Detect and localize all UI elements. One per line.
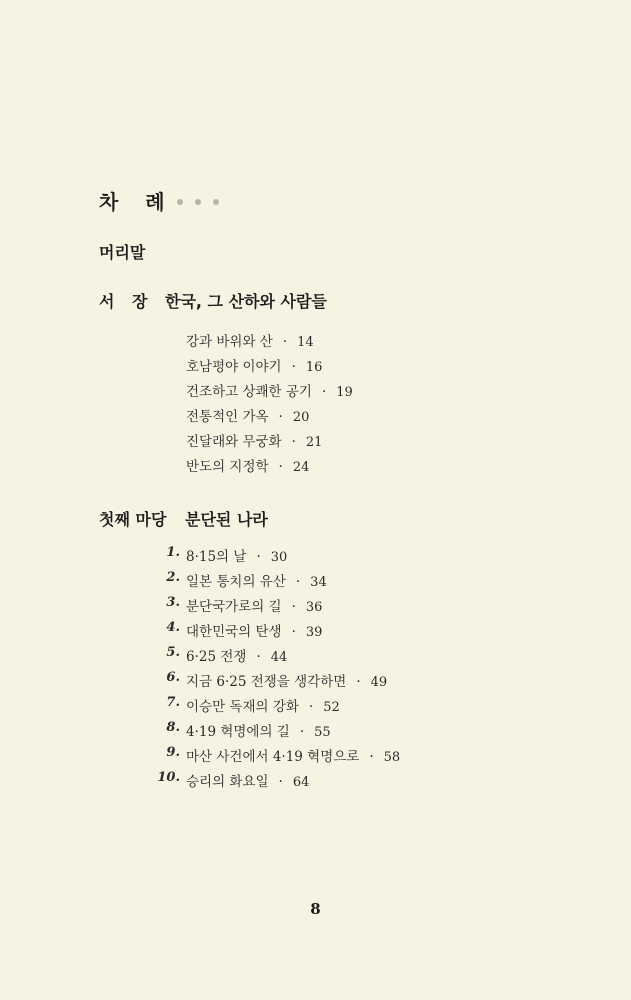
entry-page: 21 <box>305 435 323 450</box>
entry-title: 이승만 독재의 강화 <box>186 699 299 715</box>
entry-separator: · <box>291 434 296 450</box>
entry-title: 승리의 화요일 <box>186 774 269 790</box>
entry-page: 55 <box>314 725 331 740</box>
entry-number: 3. <box>166 595 180 610</box>
toc-entry <box>166 745 401 765</box>
entry-number: 2. <box>166 570 180 585</box>
entry-page: 52 <box>323 700 340 715</box>
entry-number: 8. <box>166 720 180 735</box>
entry-page: 64 <box>292 775 310 790</box>
toc-entry <box>186 405 309 425</box>
entry-separator: · <box>256 549 261 565</box>
entry-title: 8·15의 날 <box>186 549 247 565</box>
entry-number: 9. <box>166 745 180 760</box>
entry-separator: · <box>291 359 296 375</box>
entry-number: 6. <box>166 670 180 685</box>
toc-entry <box>186 430 322 450</box>
toc-title-text: 차 례 <box>99 190 175 214</box>
part1-heading <box>99 507 268 530</box>
toc-entry <box>166 620 323 640</box>
toc-entry <box>157 770 310 790</box>
entry-page: 49 <box>370 675 388 690</box>
entry-page: 36 <box>305 600 323 615</box>
entry-separator: · <box>321 384 327 400</box>
preface-title: 머리말 <box>99 243 146 262</box>
toc-entry <box>186 355 322 375</box>
toc-entry <box>166 545 288 565</box>
entry-title: 반도의 지정학 <box>186 459 269 475</box>
entry-title: 지금 6·25 전쟁을 생각하면 <box>186 674 347 690</box>
entry-separator: · <box>299 724 305 740</box>
entry-title: 호남평야 이야기 <box>186 359 282 375</box>
entry-separator: · <box>308 699 314 715</box>
page-number: 8 <box>310 900 321 918</box>
entry-page: 14 <box>297 335 314 350</box>
entry-number: 4. <box>166 620 180 635</box>
entry-title: 4·19 혁명에의 길 <box>186 724 290 740</box>
entry-separator: · <box>278 774 283 790</box>
toc-entry <box>186 455 309 475</box>
entry-title: 전통적인 가옥 <box>186 409 269 425</box>
entry-page: 16 <box>305 360 323 375</box>
entry-page: 34 <box>310 575 327 590</box>
entry-separator: · <box>291 599 296 615</box>
entry-page: 19 <box>336 385 353 400</box>
intro-title: 한국, 그 산하와 사람들 <box>165 292 327 311</box>
entry-title: 강과 바위와 산 <box>186 334 273 350</box>
intro-label: 서 장 <box>99 292 154 311</box>
entry-separator: · <box>278 409 283 425</box>
toc-entry <box>166 670 388 690</box>
decorative-dots <box>177 199 219 205</box>
toc-entry <box>166 695 340 715</box>
entry-title: 일본 통치의 유산 <box>186 574 286 590</box>
entry-page: 58 <box>383 750 401 765</box>
entry-separator: · <box>369 749 374 765</box>
entry-title: 건조하고 상쾌한 공기 <box>186 384 312 400</box>
entry-title: 분단국가로의 길 <box>186 599 282 615</box>
toc-entry <box>166 570 327 590</box>
entry-title: 6·25 전쟁 <box>186 649 247 665</box>
entry-page: 44 <box>270 650 288 665</box>
toc-entry <box>166 595 323 615</box>
entry-page: 30 <box>270 550 288 565</box>
toc-title <box>99 186 219 215</box>
dot-3 <box>213 199 219 205</box>
toc-entry <box>186 330 314 350</box>
entry-separator: · <box>291 624 296 640</box>
entry-separator: · <box>278 459 283 475</box>
preface-heading <box>99 240 145 263</box>
entry-title: 대한민국의 탄생 <box>186 624 282 640</box>
toc-entry <box>166 720 331 740</box>
entry-number: 5. <box>166 645 180 660</box>
entry-separator: · <box>356 674 361 690</box>
entry-separator: · <box>295 574 301 590</box>
toc-entry <box>186 380 353 400</box>
entry-separator: · <box>282 334 288 350</box>
toc-entry <box>166 645 288 665</box>
entry-page: 20 <box>292 410 310 425</box>
entry-number: 1. <box>166 545 180 560</box>
entry-number: 10. <box>157 770 180 785</box>
entry-page: 39 <box>305 625 323 640</box>
dot-1 <box>177 199 183 205</box>
part1-label: 첫째 마당 <box>99 510 167 529</box>
entry-number: 7. <box>166 695 180 710</box>
part1-title: 분단된 나라 <box>185 510 268 529</box>
entry-title: 진달래와 무궁화 <box>186 434 282 450</box>
dot-2 <box>195 199 201 205</box>
entry-page: 24 <box>292 460 310 475</box>
intro-heading <box>99 289 327 312</box>
entry-title: 마산 사건에서 4·19 혁명으로 <box>186 749 360 765</box>
entry-separator: · <box>256 649 261 665</box>
